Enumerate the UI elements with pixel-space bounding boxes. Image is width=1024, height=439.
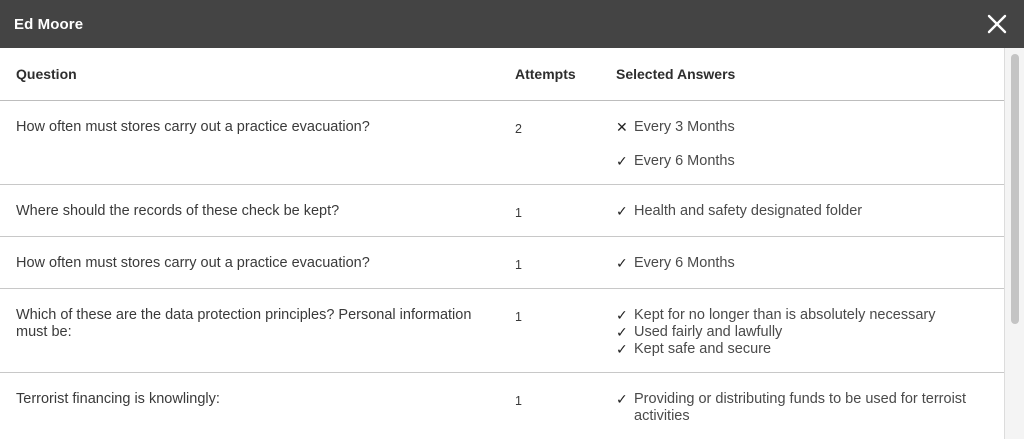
check-icon: ✓: [616, 153, 628, 169]
attempts-count: 1: [515, 258, 522, 272]
close-icon: [986, 13, 1008, 35]
answer-item: [616, 203, 988, 220]
table-header: [0, 48, 1004, 101]
answer-item: [616, 324, 988, 341]
answer-text: Used fairly and lawfully: [634, 324, 783, 340]
answer-text: Kept for no longer than is absolutely necessary: [634, 307, 936, 323]
selected-answers: [616, 237, 988, 288]
header-question: Question: [16, 66, 77, 82]
question-text: Where should the records of these check be kept?: [16, 203, 340, 219]
question-text: How often must stores carry out a practice evacuation?: [16, 255, 370, 271]
vertical-scrollbar[interactable]: [1004, 48, 1024, 439]
scrollbar-thumb[interactable]: [1011, 54, 1019, 324]
attempts-count: 1: [515, 206, 522, 220]
table-row: [0, 101, 1004, 185]
attempts-count: 1: [515, 310, 522, 324]
header-attempts: Attempts: [515, 66, 576, 82]
table-row: [0, 289, 1004, 373]
modal-title: Ed Moore: [14, 15, 84, 33]
table-row: [0, 185, 1004, 237]
answer-text: Every 3 Months: [634, 119, 735, 135]
answer-item: [616, 391, 988, 425]
results-table: [0, 48, 1004, 439]
table-row: [0, 237, 1004, 289]
selected-answers: [616, 289, 988, 372]
check-icon: ✓: [616, 324, 628, 340]
check-icon: ✓: [616, 341, 628, 357]
selected-answers: [616, 185, 988, 236]
answer-text: Every 6 Months: [634, 153, 735, 169]
answer-item: [616, 307, 988, 324]
answer-item: [616, 255, 988, 272]
selected-answers: [616, 373, 988, 439]
attempts-count: 1: [515, 394, 522, 408]
question-text: How often must stores carry out a practice evacuation?: [16, 119, 370, 135]
answer-text: Providing or distributing funds to be used for terroist activities: [634, 391, 967, 424]
selected-answers: [616, 101, 988, 184]
answer-text: Health and safety designated folder: [634, 203, 863, 219]
answer-item: [616, 153, 988, 170]
answer-text: Every 6 Months: [634, 255, 735, 271]
question-text: Which of these are the data protection principles? Personal information must be:: [16, 307, 472, 340]
close-button[interactable]: [984, 11, 1010, 37]
modal-titlebar: [0, 0, 1024, 48]
check-icon: ✓: [616, 203, 628, 219]
cross-icon: ✕: [616, 119, 628, 135]
answer-item: [616, 341, 988, 358]
question-text: Terrorist financing is knowlingly:: [16, 391, 220, 407]
check-icon: ✓: [616, 391, 628, 407]
answer-item: [616, 119, 988, 136]
answer-text: Kept safe and secure: [634, 341, 772, 357]
header-selected-answers: Selected Answers: [616, 66, 736, 82]
check-icon: ✓: [616, 255, 628, 271]
table-row: [0, 373, 1004, 439]
check-icon: ✓: [616, 307, 628, 323]
attempts-count: 2: [515, 122, 522, 136]
